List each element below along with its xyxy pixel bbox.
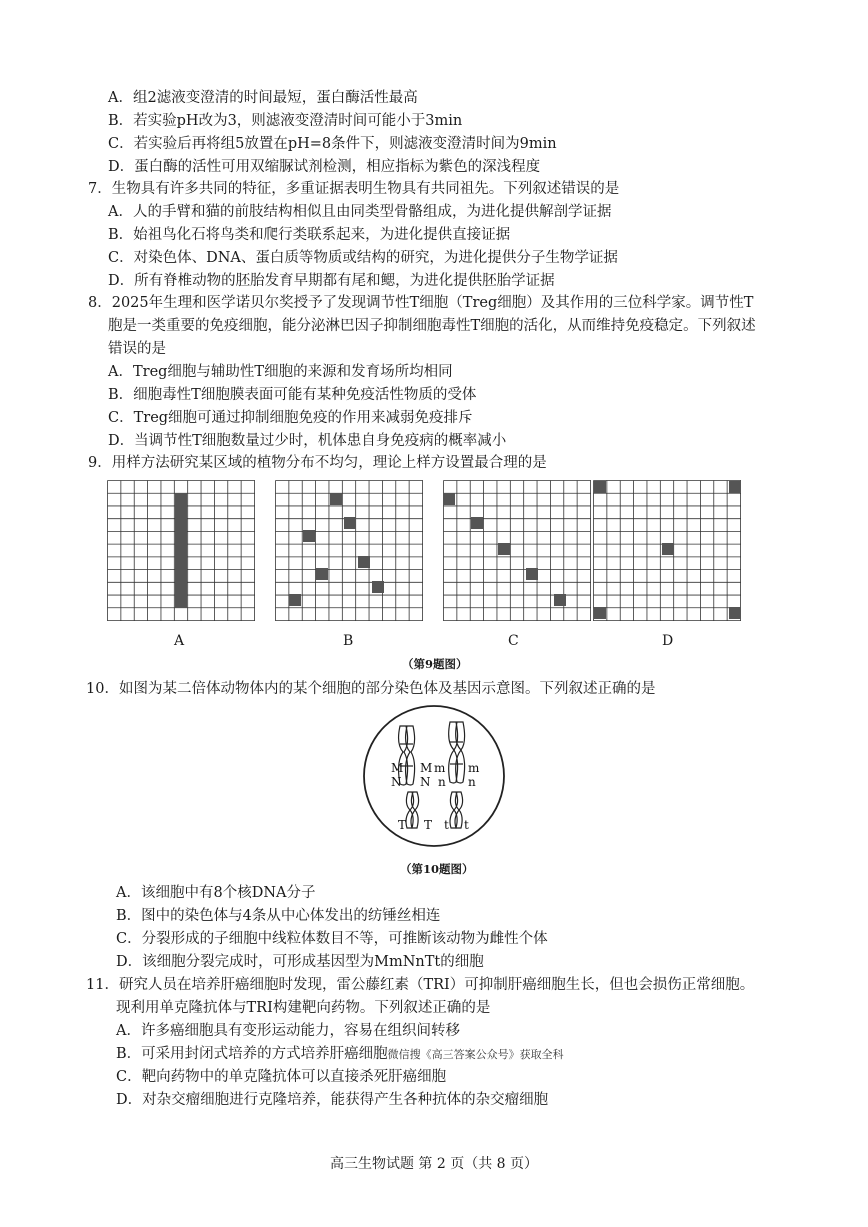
q10-option-a: A．该细胞中有8个核DNA分子 [116, 885, 316, 901]
q8-option-c: C．Treg细胞可通过抑制细胞免疫的作用来减弱免疫排斥 [108, 410, 473, 426]
q9-label-a: A [174, 633, 185, 649]
q7-stem: 7．生物具有许多共同的特征，多重证据表明生物具有共同祖先。下列叙述错误的是 [88, 181, 620, 197]
q9-label-b: B [343, 633, 354, 649]
gene-label: n [468, 775, 476, 789]
gene-label: M [391, 761, 404, 775]
q6-option-d: D．蛋白酶的活性可用双缩脲试剂检测，相应指标为紫色的深浅程度 [108, 159, 541, 175]
watermark: 微信搜《高三答案公众号》获取全科 [387, 1048, 564, 1061]
sample-square [729, 481, 741, 493]
q10-option-c: C．分裂形成的子细胞中线粒体数目不等，可推断该动物为雌性个体 [116, 931, 548, 947]
gene-label: m [434, 761, 446, 775]
q9-label-c: C [508, 633, 519, 649]
grid-lines [444, 481, 592, 622]
q11-stem-line2: 现利用单克隆抗体与TRI构建靶向药物。下列叙述正确的是 [116, 1000, 491, 1016]
chromosome-small-left [406, 792, 419, 828]
chromosome-large-right [449, 722, 465, 783]
q8-option-d: D．当调节性T细胞数量过少时，机体患自身免疫病的概率减小 [108, 433, 507, 449]
q11-stem-line1: 11．研究人员在培养肝癌细胞时发现，雷公藤红素（TRI）可抑制肝癌细胞生长，但也会损伤正常细胞。 [86, 977, 755, 993]
q9-grid-a [107, 480, 256, 622]
q6-option-c: C．若实验后再将组5放置在pH=8条件下，则滤液变澄清时间为9min [108, 136, 557, 152]
sample-square [526, 568, 538, 580]
q6-option-b: B．若实验pH改为3，则滤液变澄清时间可能小于3min [108, 113, 463, 129]
q9-grid-b [275, 480, 424, 622]
sample-square [471, 517, 483, 529]
q9-caption: （第9题图） [402, 657, 468, 671]
sample-square [662, 543, 674, 555]
sample-square [594, 607, 606, 619]
sample-square [372, 581, 384, 593]
q11-option-a: A．许多癌细胞具有变形运动能力，容易在组织间转移 [116, 1023, 460, 1039]
sample-square [330, 493, 342, 505]
q9-stem: 9．用样方法研究某区域的植物分布不均匀，理论上样方设置最合理的是 [88, 455, 547, 471]
gene-label: T [398, 818, 407, 832]
gene-label: t [444, 818, 449, 832]
q9-grid-c [443, 480, 592, 622]
q9-grid-d [593, 480, 742, 622]
q10-option-b: B．图中的染色体与4条从中心体发出的纺锤丝相连 [116, 908, 441, 924]
q11-option-b-text: B．可采用封闭式培养的方式培养肝癌细胞 [116, 1046, 388, 1062]
gene-label: M [420, 761, 433, 775]
gene-label: T [424, 818, 433, 832]
sample-square [289, 594, 301, 606]
chromosome-small-right [450, 792, 463, 828]
sample-square [316, 568, 328, 580]
gene-label: t [464, 818, 469, 832]
q7-option-c: C．对染色体、DNA、蛋白质等物质或结构的研究，为进化提供分子生物学证据 [108, 250, 618, 266]
q9-label-d: D [662, 633, 674, 649]
sample-strip [175, 493, 187, 608]
q10-caption: （第10题图） [400, 862, 474, 876]
q10-cell-diagram [360, 704, 510, 850]
q10-option-d: D．该细胞分裂完成时，可形成基因型为MmNnTt的细胞 [116, 954, 484, 970]
sample-square [344, 517, 356, 529]
sample-square [443, 493, 455, 505]
q11-option-d: D．对杂交瘤细胞进行克隆培养，能获得产生各种抗体的杂交瘤细胞 [116, 1092, 549, 1108]
q6-option-a: A．组2滤液变澄清的时间最短，蛋白酶活性最高 [108, 90, 418, 106]
sample-square [358, 556, 370, 568]
gene-label: n [438, 775, 446, 789]
sample-square [729, 607, 741, 619]
sample-square [303, 530, 315, 542]
gene-label: N [391, 775, 402, 789]
q8-stem-line2: 胞是一类重要的免疫细胞，能分泌淋巴因子抑制细胞毒性T细胞的活化，从而维持免疫稳定。下列叙述 [108, 318, 756, 334]
q7-option-a: A．人的手臂和猫的前肢结构相似且由同类型骨骼组成，为进化提供解剖学证据 [108, 204, 612, 220]
q8-option-b: B．细胞毒性T细胞膜表面可能有某种免疫活性物质的受体 [108, 387, 477, 403]
sample-square [594, 481, 606, 493]
q7-option-d: D．所有脊椎动物的胚胎发育早期都有尾和鳃，为进化提供胚胎学证据 [108, 273, 555, 289]
q8-stem-line3: 错误的是 [108, 341, 166, 357]
cell-membrane [364, 706, 504, 846]
page-footer: 高三生物试题 第 2 页（共 8 页） [329, 1156, 539, 1172]
q11-option-b [116, 1044, 564, 1065]
q11-option-c: C．靶向药物中的单克隆抗体可以直接杀死肝癌细胞 [116, 1069, 447, 1085]
gene-label: N [420, 775, 431, 789]
q7-option-b: B．始祖鸟化石将鸟类和爬行类联系起来，为进化提供直接证据 [108, 227, 511, 243]
q8-option-a: A．Treg细胞与辅助性T细胞的来源和发育场所均相同 [108, 364, 453, 380]
q8-stem-line1: 8．2025年生理和医学诺贝尔奖授予了发现调节性T细胞（Treg细胞）及其作用的三位科学家。调节性T [88, 295, 754, 311]
gene-label: m [468, 761, 480, 775]
sample-square [554, 594, 566, 606]
q10-stem: 10．如图为某二倍体动物体内的某个细胞的部分染色体及基因示意图。下列叙述正确的是 [86, 681, 656, 697]
sample-square [498, 543, 510, 555]
